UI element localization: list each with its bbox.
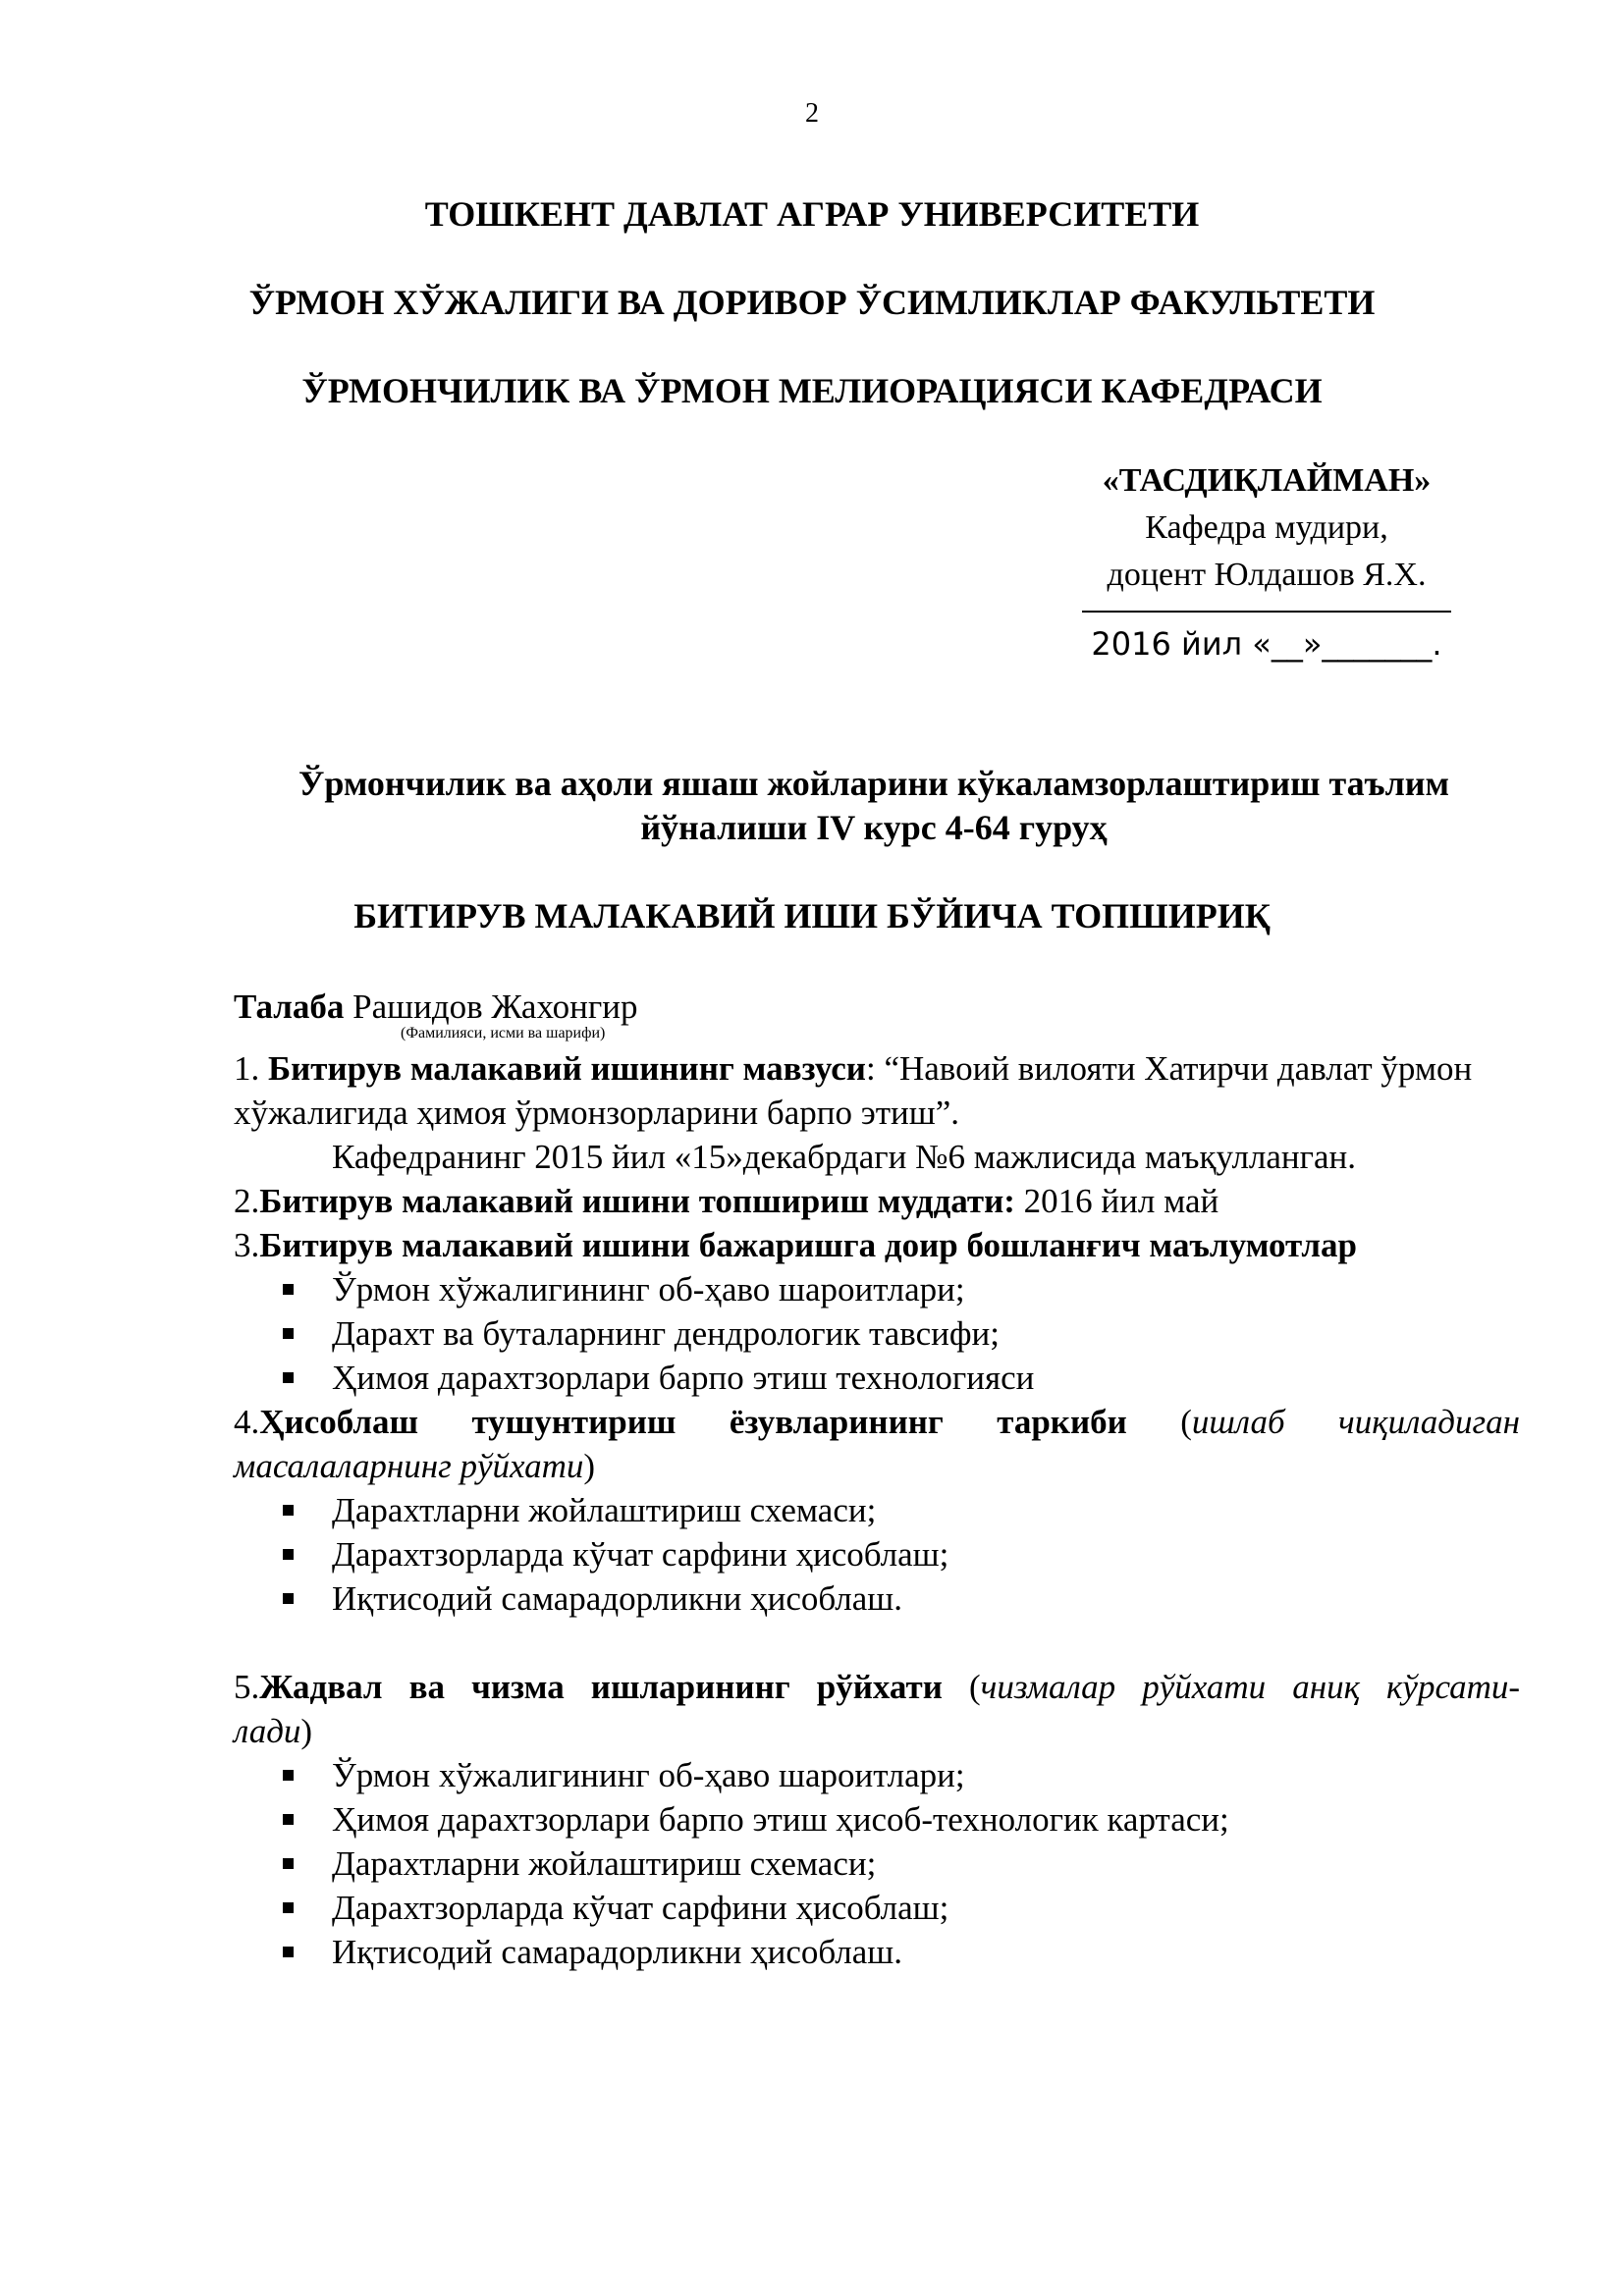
university-heading: ТОШКЕНТ ДАВЛАТ АГРАР УНИВЕРСИТЕТИ xyxy=(424,194,1200,234)
list-item-text: Дарахтларни жойлаштириш схемаси; xyxy=(332,1491,877,1529)
list-item xyxy=(283,1356,1520,1400)
section-3 xyxy=(234,1223,1520,1267)
list-item xyxy=(283,1488,1520,1532)
section-3-label: Битирув малакавий ишини бажаришга доир бошланғич маълумотлар xyxy=(259,1226,1357,1264)
approval-title: «ТАСДИҚЛАЙМАН» xyxy=(1102,462,1432,499)
list-item xyxy=(283,1753,1520,1797)
bullet-icon xyxy=(283,1902,294,1913)
student-caption: (Фамилияси, исми ва шарифи) xyxy=(401,1025,606,1041)
list-item xyxy=(283,1930,1520,1974)
list-item-text: Ўрмон хўжалигининг об-ҳаво шароитлари; xyxy=(332,1756,965,1794)
section-5-note-close: ) xyxy=(300,1712,313,1750)
bullet-icon xyxy=(283,1505,294,1516)
list-item-text: Ҳимоя дарахтзорлари барпо этиш ҳисоб-технологик картаси; xyxy=(332,1800,1229,1839)
list-item-text: Дарахтларни жойлаштириш схемаси; xyxy=(332,1844,877,1883)
section-5-note-open: ( xyxy=(968,1668,981,1706)
department-heading: ЎРМОНЧИЛИК ВА ЎРМОН МЕЛИОРАЦИЯСИ КАФЕДРАСИ xyxy=(301,371,1323,410)
section-1-number: 1. xyxy=(234,1049,260,1088)
list-item xyxy=(283,1842,1520,1886)
task-title: БИТИРУВ МАЛАКАВИЙ ИШИ БЎЙИЧА ТОПШИРИҚ xyxy=(353,896,1271,935)
section-5-list xyxy=(234,1753,1520,1974)
program-title: Ўрмончилик ва аҳоли яшаш жойларини кўкаламзорлаштириш таълим йўналиши IV курс 4-64 гуруҳ xyxy=(298,764,1450,847)
section-4-list xyxy=(234,1488,1520,1621)
section-5-note-cont xyxy=(234,1709,1520,1753)
bullet-icon xyxy=(283,1549,294,1560)
list-item-text: Ҳимоя дарахтзорлари барпо этиш технологияси xyxy=(332,1359,1035,1397)
list-item xyxy=(283,1267,1520,1311)
section-1 xyxy=(234,1046,1520,1135)
bullet-icon xyxy=(283,1372,294,1383)
section-2-number: 2. xyxy=(234,1182,260,1220)
section-4-number: 4. xyxy=(234,1403,260,1441)
section-2-value: 2016 йил май xyxy=(1023,1182,1219,1220)
section-5-note-line2: лади xyxy=(234,1712,301,1750)
approval-date: 2016 йил «__»_______. xyxy=(1091,625,1442,663)
section-1-colon: : xyxy=(865,1049,876,1088)
bullet-icon xyxy=(283,1858,294,1869)
student-name: Рашидов Жахонгир xyxy=(352,988,638,1026)
page-number: 2 xyxy=(805,98,819,129)
section-5-label: Жадвал ва чизма ишларининг рўйхати xyxy=(259,1668,943,1706)
section-4-note-cont xyxy=(234,1444,1520,1488)
section-5-note-line1: чизмалар рўйхати аниқ кўрсати- xyxy=(980,1668,1521,1706)
list-item-text: Ўрмон хўжалигининг об-ҳаво шароитлари; xyxy=(332,1270,965,1308)
signature-line xyxy=(1082,611,1451,613)
bullet-icon xyxy=(283,1814,294,1825)
section-4 xyxy=(234,1400,1520,1444)
list-item xyxy=(283,1311,1520,1356)
section-5-number: 5. xyxy=(234,1668,260,1706)
list-item-text: Дарахт ва буталарнинг дендрологик тавсифи; xyxy=(332,1314,1001,1353)
bullet-icon xyxy=(283,1284,294,1295)
faculty-heading: ЎРМОН ХЎЖАЛИГИ ВА ДОРИВОР ЎСИМЛИКЛАР ФАКУЛЬТЕТИ xyxy=(248,283,1376,322)
student-line xyxy=(234,985,1520,1029)
section-3-number: 3. xyxy=(234,1226,260,1264)
section-2 xyxy=(234,1179,1520,1223)
list-item xyxy=(283,1532,1520,1576)
bullet-icon xyxy=(283,1770,294,1781)
list-item-text: Дарахтзорларда кўчат сарфини ҳисоблаш; xyxy=(332,1889,949,1927)
section-1-label: Битирув малакавий ишининг мавзуси xyxy=(268,1049,866,1088)
section-4-note-line1: ишлаб чиқиладиган xyxy=(1191,1403,1520,1441)
approval-block xyxy=(1011,457,1522,667)
section-1-approved: Кафедранинг 2015 йил «15»декабрдаги №6 мажлисида маъқулланган. xyxy=(332,1138,1357,1176)
list-item xyxy=(283,1886,1520,1930)
bullet-icon xyxy=(283,1593,294,1604)
section-5 xyxy=(234,1665,1520,1709)
bullet-icon xyxy=(283,1947,294,1957)
list-item xyxy=(283,1797,1520,1842)
section-4-note-close: ) xyxy=(583,1447,596,1485)
list-item xyxy=(283,1576,1520,1621)
section-3-list xyxy=(234,1267,1520,1400)
student-label: Талаба xyxy=(234,988,345,1026)
section-1-topic: “Навоий вилояти Хатирчи давлат ўрмон хўжалигида ҳимоя ўрмонзорларини барпо этиш”. xyxy=(234,1049,1473,1132)
list-item-text: Дарахтзорларда кўчат сарфини ҳисоблаш; xyxy=(332,1535,949,1574)
section-2-label: Битирув малакавий ишини топшириш муддати: xyxy=(259,1182,1015,1220)
list-item-text: Иқтисодий самарадорликни ҳисоблаш. xyxy=(332,1579,902,1618)
section-4-label: Ҳисоблаш тушунтириш ёзувларининг таркиби xyxy=(259,1403,1127,1441)
spacer xyxy=(234,1621,1520,1665)
list-item-text: Иқтисодий самарадорликни ҳисоблаш. xyxy=(332,1933,902,1971)
task-body xyxy=(234,985,1520,1974)
section-4-note-open: ( xyxy=(1180,1403,1192,1441)
bullet-icon xyxy=(283,1328,294,1339)
section-4-note-line2: масалаларнинг рўйхати xyxy=(234,1447,584,1485)
approval-position: Кафедра мудири, xyxy=(1145,509,1388,546)
approval-name: доцент Юлдашов Я.Х. xyxy=(1107,557,1427,593)
